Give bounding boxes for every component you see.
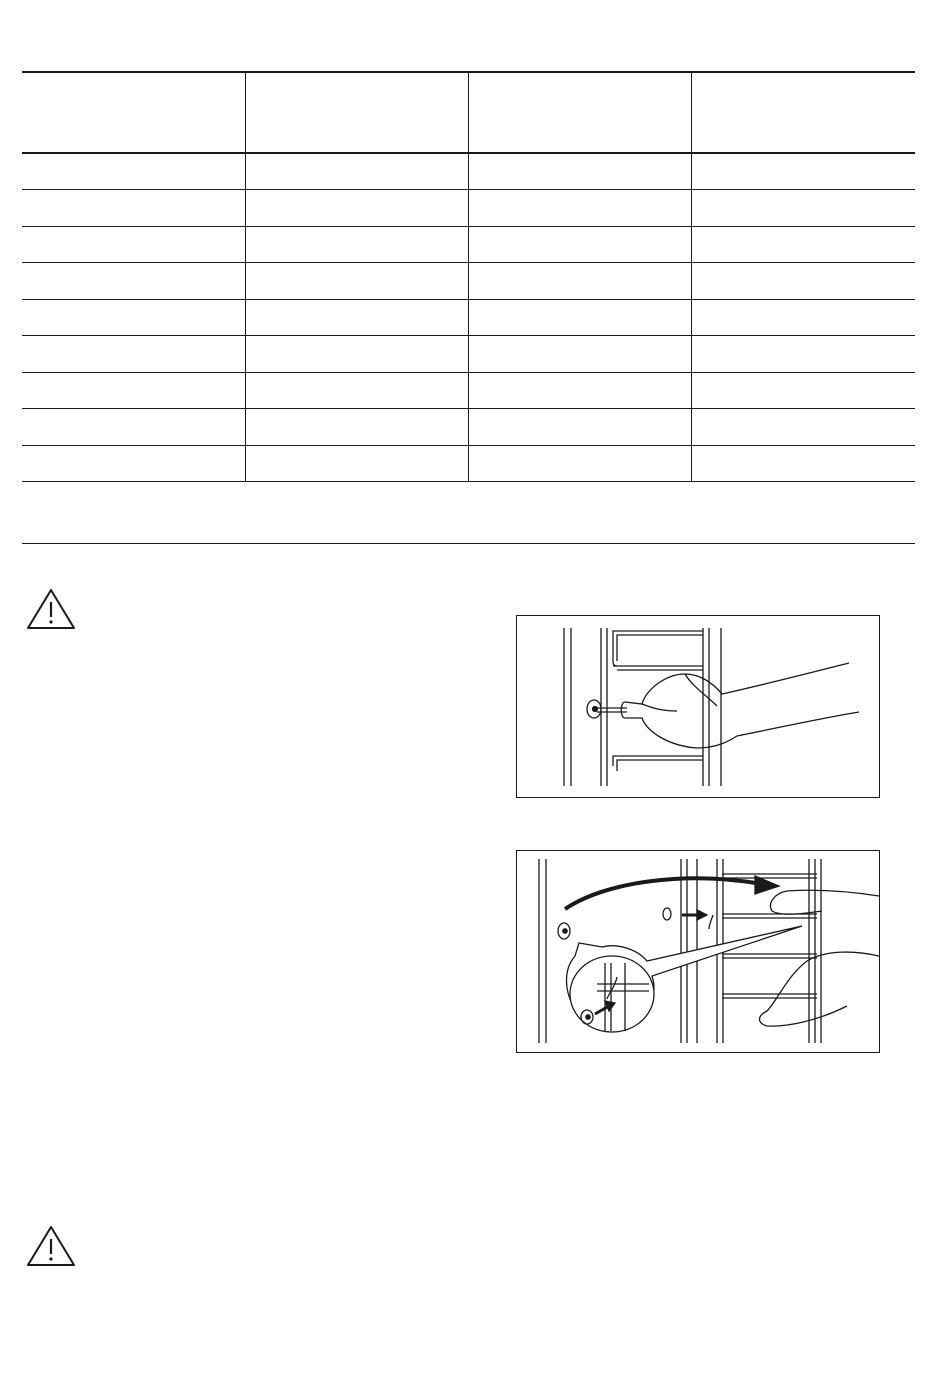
shelf-support-removal-figure [516, 615, 880, 798]
table-cell [22, 336, 245, 373]
warning-triangle-icon [25, 587, 77, 636]
table-cell [692, 445, 915, 482]
table-row [22, 190, 915, 227]
table-cell [22, 372, 245, 409]
table-row [22, 226, 915, 263]
table-cell [692, 336, 915, 373]
table-cell [692, 263, 915, 300]
table-cell [245, 153, 468, 190]
shelf-support-installation-figure [516, 850, 880, 1053]
table-row [22, 409, 915, 446]
table-cell [692, 372, 915, 409]
table-cell [22, 190, 245, 227]
table-row [22, 445, 915, 482]
table-footnote-area [22, 484, 915, 544]
table-cell [692, 409, 915, 446]
table-cell [22, 445, 245, 482]
table-cell [469, 153, 692, 190]
table-cell [245, 445, 468, 482]
data-table [22, 71, 915, 482]
table-cell [245, 409, 468, 446]
table-cell [22, 299, 245, 336]
table-cell [245, 372, 468, 409]
table-cell [469, 190, 692, 227]
table-cell [245, 226, 468, 263]
table-cell [692, 226, 915, 263]
table-cell [22, 226, 245, 263]
table-header-cell [469, 72, 692, 153]
table-cell [22, 263, 245, 300]
table-cell [469, 226, 692, 263]
table-cell [469, 336, 692, 373]
data-table-container [22, 71, 915, 482]
table-cell [245, 336, 468, 373]
table-header-row [22, 72, 915, 153]
table-cell [469, 299, 692, 336]
table-cell [469, 409, 692, 446]
table-cell [245, 263, 468, 300]
table-cell [469, 445, 692, 482]
table-cell [469, 372, 692, 409]
table-header-cell [22, 72, 245, 153]
table-cell [692, 299, 915, 336]
table-cell [245, 299, 468, 336]
table-header-cell [692, 72, 915, 153]
table-cell [22, 153, 245, 190]
table-row [22, 263, 915, 300]
table-cell [22, 409, 245, 446]
table-row [22, 336, 915, 373]
table-cell [692, 190, 915, 227]
table-body [22, 153, 915, 482]
table-row [22, 153, 915, 190]
table-cell [469, 263, 692, 300]
table-cell [692, 153, 915, 190]
table-header-cell [245, 72, 468, 153]
table-row [22, 299, 915, 336]
table-row [22, 372, 915, 409]
table-cell [245, 190, 468, 227]
warning-triangle-icon [25, 1224, 77, 1273]
